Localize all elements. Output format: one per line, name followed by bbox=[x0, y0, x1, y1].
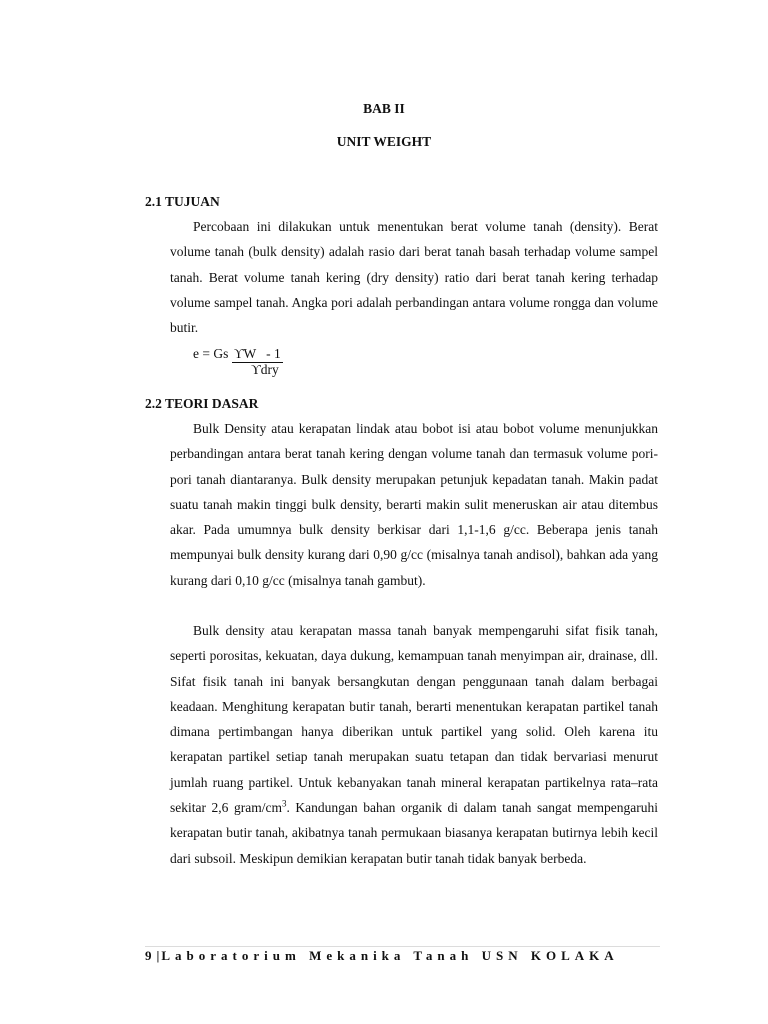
paragraph-text-after-sup: . Kandungan bahan organik di dalam tanah sangat mempengaruhi kerapatan butir tanah, akibatnya tanah permukaan biasanya kerapatan butirnya lebih kecil dari subsoil. Meskipun demikian kerapatan butir tanah tidak banyak berbeda. bbox=[170, 800, 658, 866]
paragraph-tujuan: Percobaan ini dilakukan untuk menentukan berat volume tanah (density). Berat volume tanah (bulk density) adalah rasio dari berat tanah basah terhadap volume sampel tanah. Berat volume tanah kering (dry density) ratio dari berat tanah kering terhadap volume sampel tanah. Angka pori adalah perbandingan antara volume rongga dan volume butir. bbox=[170, 219, 658, 336]
superscript-exponent: 3 bbox=[281, 798, 287, 809]
footer-separator: | bbox=[156, 948, 162, 963]
page-number: 9 bbox=[145, 948, 157, 963]
paragraph-text-before-sup: Bulk density atau kerapatan massa tanah banyak mempengaruhi sifat fisik tanah, seperti porositas, kekuatan, daya dukung, kemampuan tanah menyimpan air, drainase, dll. Sifat fisik tanah ini banyak bersangkutan dengan penggunaan tanah dalam berbagai keadaan. Menghitung kerapatan butir tanah, berarti menentukan kerapatan partikel tanah dimana pertimbangan hanya diberikan untuk partikel yang solid. Oleh karena itu kerapatan partikel setiap tanah merupakan suatu tetapan dan tidak bervariasi menurut jumlah ruang partikel. Untuk kebanyakan tanah mineral kerapatan partikelnya rata–rata sekitar 2,6 gram/cm bbox=[170, 623, 658, 816]
footer-divider bbox=[145, 946, 660, 947]
formula-lhs: e = Gs bbox=[193, 346, 229, 361]
paragraph-kerapatan-massa bbox=[170, 618, 658, 871]
formula-denominator: ϒdry bbox=[251, 362, 279, 377]
formula-numerator: ϒW - 1 bbox=[233, 346, 281, 361]
section-heading-tujuan: 2.1 TUJUAN bbox=[145, 194, 220, 209]
section-heading-teori-dasar: 2.2 TEORI DASAR bbox=[145, 396, 259, 411]
paragraph-bulk-density: Bulk Density atau kerapatan lindak atau bobot isi atau bobot volume menunjukkan perbandingan antara berat tanah kering dengan volume tanah dan termasuk volume pori-pori tanah diantaranya. Bulk density merupakan petunjuk kepadatan tanah. Makin padat suatu tanah makin tinggi bulk density, berarti makin sulit meneruskan air atau ditembus akar. Pada umumnya bulk density berkisar dari 1,1-1,6 g/cc. Beberapa jenis tanah mempunyai bulk density kurang dari 0,90 g/cc (misalnya tanah andisol), bahkan ada yang kurang dari 0,10 g/cc (misalnya tanah gambut). bbox=[170, 421, 658, 588]
page-footer bbox=[145, 948, 619, 964]
footer-lab-name: Laboratorium Mekanika Tanah USN KOLAKA bbox=[161, 948, 619, 963]
page-title: UNIT WEIGHT bbox=[336, 134, 432, 149]
void-ratio-formula bbox=[193, 346, 283, 377]
chapter-label: BAB II bbox=[363, 101, 405, 116]
